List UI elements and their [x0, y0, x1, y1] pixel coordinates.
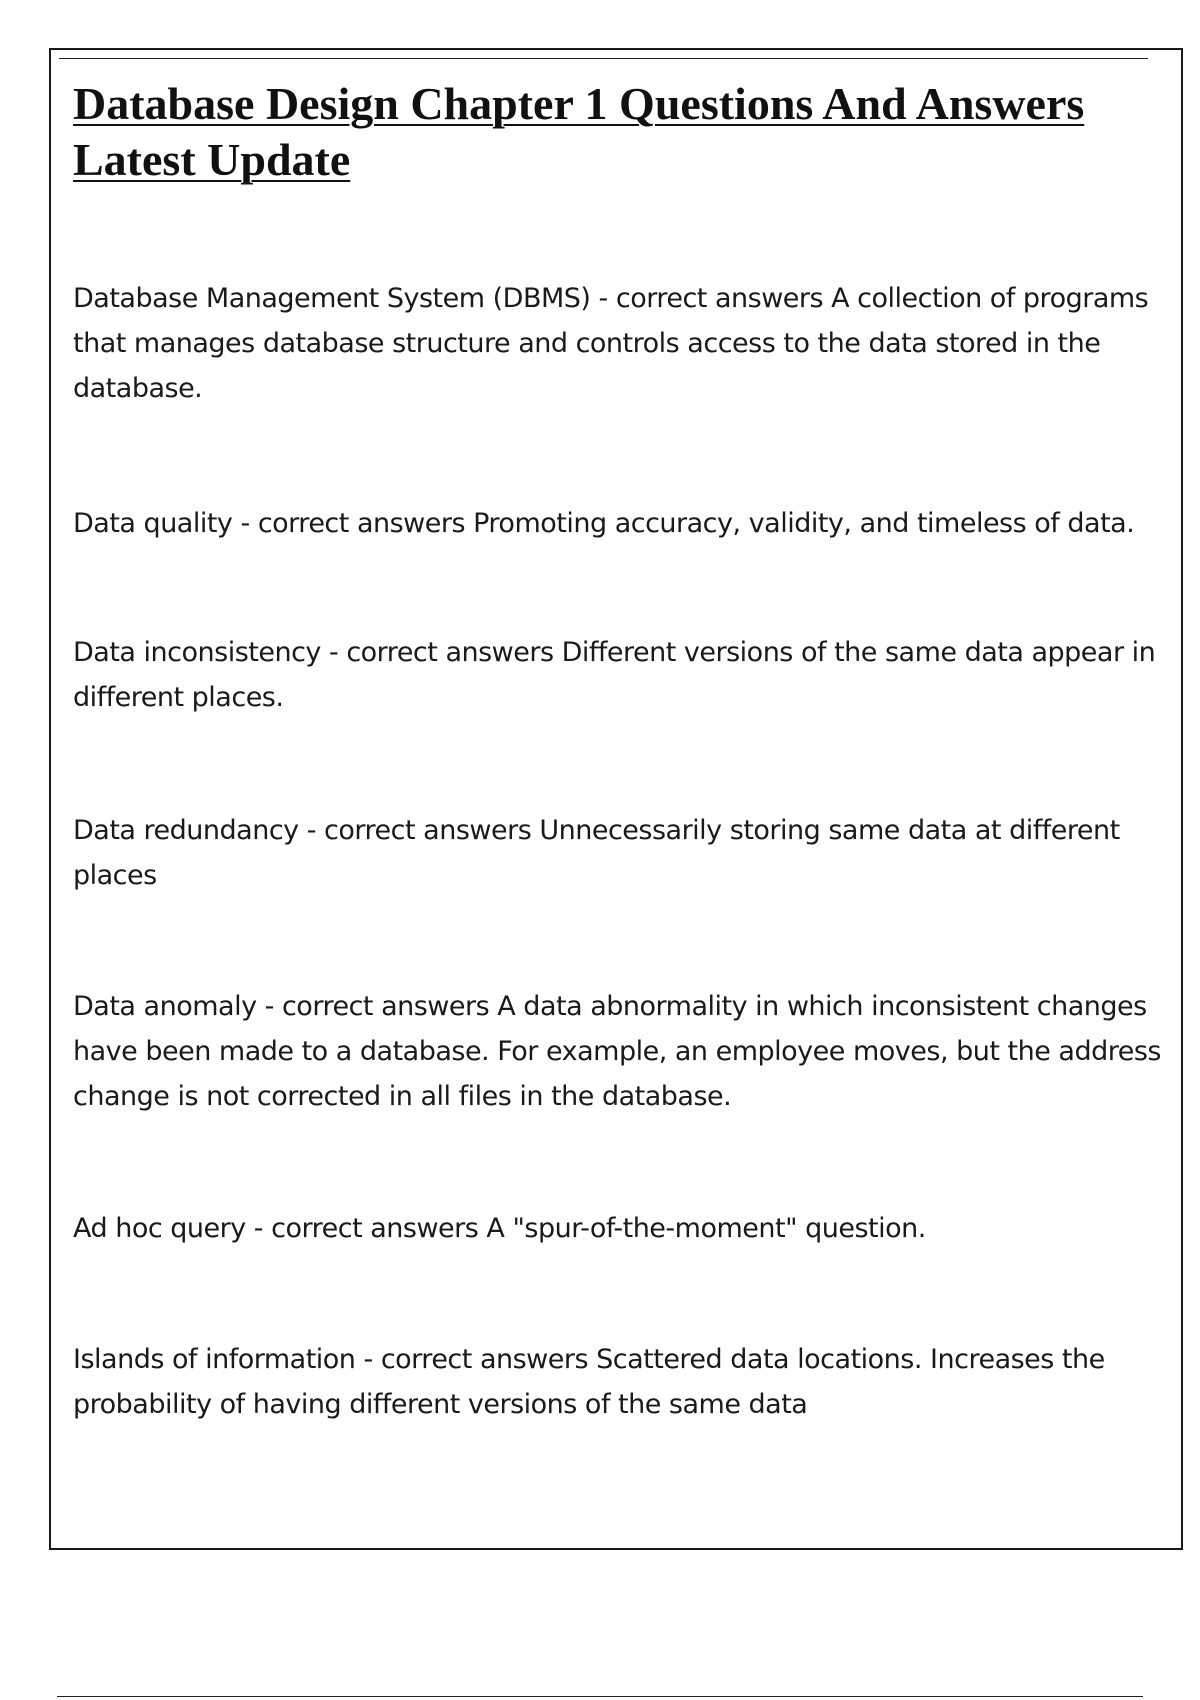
entry-data-quality: Data quality - correct answers Promoting accuracy, validity, and timeless of data. — [73, 508, 1135, 539]
entry-data-anomaly: Data anomaly - correct answers A data abnormality in which inconsistent changes have been made to a database. For example, an employee moves, but the address change is not corrected in all files in the database. — [73, 991, 1161, 1112]
entry-dbms: Database Management System (DBMS) - correct answers A collection of programs that manages database structure and controls access to the data stored in the database. — [73, 283, 1149, 404]
entry-islands-of-information: Islands of information - correct answers Scattered data locations. Increases the probability of having different versions of the same data — [73, 1344, 1105, 1420]
entry-data-inconsistency: Data inconsistency - correct answers Different versions of the same data appear in different places. — [73, 637, 1156, 713]
top-rule — [59, 58, 1148, 59]
bottom-rule — [57, 1696, 1143, 1697]
entry-ad-hoc-query: Ad hoc query - correct answers A "spur-of-the-moment" question. — [73, 1213, 926, 1244]
page-frame — [49, 48, 1183, 1550]
document-title: Database Design Chapter 1 Questions And Answers Latest Update — [73, 78, 1085, 185]
entry-data-redundancy: Data redundancy - correct answers Unnecessarily storing same data at different places — [73, 815, 1120, 891]
